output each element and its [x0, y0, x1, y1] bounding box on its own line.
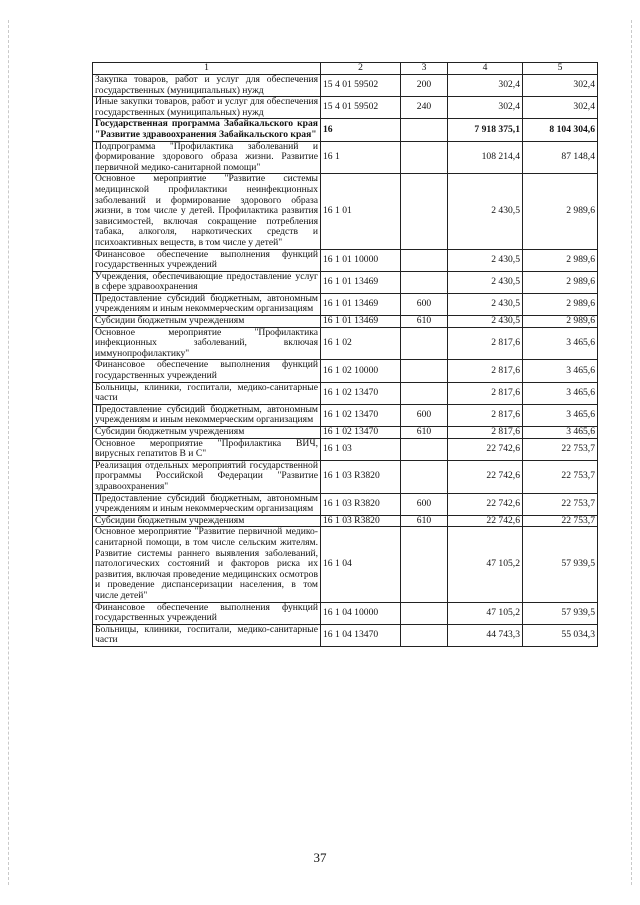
- row-expense-type: [401, 460, 448, 493]
- row-amount-year-1: 7 918 375,1: [448, 119, 523, 141]
- row-expense-type: [401, 438, 448, 460]
- row-code: 16 1: [321, 141, 401, 174]
- row-code: 16 1 04: [321, 527, 401, 602]
- row-name: Предоставление субсидий бюджетным, автономным учреждениям и иным некоммерческим организациям: [93, 493, 321, 515]
- row-amount-year-2: 8 104 304,6: [523, 119, 598, 141]
- row-amount-year-1: 2 430,5: [448, 271, 523, 293]
- row-amount-year-2: 22 753,7: [523, 493, 598, 515]
- table-row: [93, 271, 598, 293]
- row-amount-year-2: 57 939,5: [523, 527, 598, 602]
- row-code: 16 1 02 13470: [321, 427, 401, 439]
- table-row: [93, 293, 598, 315]
- row-name: Больницы, клиники, госпитали, медико-санитарные части: [93, 382, 321, 404]
- row-amount-year-1: 2 430,5: [448, 249, 523, 271]
- row-code: 16 1 01: [321, 174, 401, 249]
- row-expense-type: [401, 327, 448, 360]
- row-amount-year-2: 57 939,5: [523, 602, 598, 624]
- row-code: 16: [321, 119, 401, 141]
- row-code: 15 4 01 59502: [321, 97, 401, 119]
- row-code: 16 1 01 13469: [321, 293, 401, 315]
- row-expense-type: 600: [401, 404, 448, 426]
- table-row: [93, 327, 598, 360]
- table-row: [93, 174, 598, 249]
- row-amount-year-1: 44 743,3: [448, 624, 523, 646]
- table-row: [93, 316, 598, 328]
- header-row: [93, 63, 598, 75]
- row-code: 16 1 04 10000: [321, 602, 401, 624]
- row-amount-year-2: 55 034,3: [523, 624, 598, 646]
- row-name: Закупка товаров, работ и услуг для обеспечения государственных (муниципальных) нужд: [93, 75, 321, 97]
- row-amount-year-1: 2 817,6: [448, 382, 523, 404]
- table-row: [93, 119, 598, 141]
- row-code: 16 1 01 13469: [321, 271, 401, 293]
- row-expense-type: [401, 119, 448, 141]
- row-expense-type: 200: [401, 75, 448, 97]
- row-name: Подпрограмма "Профилактика заболеваний и формирование здорового образа жизни. Развитие первичной медико-санитарной помощи": [93, 141, 321, 174]
- row-expense-type: [401, 249, 448, 271]
- row-expense-type: 610: [401, 316, 448, 328]
- row-amount-year-2: 3 465,6: [523, 327, 598, 360]
- table-row: [93, 438, 598, 460]
- row-amount-year-1: 2 817,6: [448, 360, 523, 382]
- row-name: Субсидии бюджетным учреждениям: [93, 427, 321, 439]
- budget-table: [92, 62, 598, 647]
- row-name: Основное мероприятие "Профилактика ВИЧ, вирусных гепатитов В и С": [93, 438, 321, 460]
- row-amount-year-1: 47 105,2: [448, 527, 523, 602]
- page-number: 37: [313, 850, 327, 865]
- row-code: 16 1 04 13470: [321, 624, 401, 646]
- row-amount-year-2: 2 989,6: [523, 316, 598, 328]
- row-expense-type: [401, 527, 448, 602]
- row-name: Основное мероприятие "Профилактика инфекционных заболеваний, включая иммунопрофилактику": [93, 327, 321, 360]
- row-amount-year-2: 3 465,6: [523, 427, 598, 439]
- row-code: 16 1 02 10000: [321, 360, 401, 382]
- scan-edge-left: [8, 20, 9, 885]
- row-code: 16 1 03 R3820: [321, 515, 401, 527]
- header-col-3: 3: [401, 63, 448, 75]
- row-code: 16 1 02 13470: [321, 404, 401, 426]
- table-row: [93, 493, 598, 515]
- row-expense-type: 240: [401, 97, 448, 119]
- row-name: Предоставление субсидий бюджетным, автономным учреждениям и иным некоммерческим организациям: [93, 293, 321, 315]
- row-expense-type: [401, 624, 448, 646]
- scan-edge-right: [631, 20, 632, 885]
- row-amount-year-2: 302,4: [523, 97, 598, 119]
- row-code: 16 1 01 13469: [321, 316, 401, 328]
- table-row: [93, 515, 598, 527]
- row-amount-year-2: 2 989,6: [523, 174, 598, 249]
- row-amount-year-1: 302,4: [448, 97, 523, 119]
- table-row: [93, 624, 598, 646]
- table-row: [93, 602, 598, 624]
- table-row: [93, 75, 598, 97]
- row-code: 16 1 01 10000: [321, 249, 401, 271]
- row-name: Государственная программа Забайкальского края "Развитие здравоохранения Забайкальского края": [93, 119, 321, 141]
- row-code: 16 1 03 R3820: [321, 460, 401, 493]
- table-body: [93, 63, 598, 647]
- row-name: Учреждения, обеспечивающие предоставление услуг в сфере здравоохранения: [93, 271, 321, 293]
- row-amount-year-2: 22 753,7: [523, 438, 598, 460]
- row-amount-year-2: 302,4: [523, 75, 598, 97]
- table-row: [93, 427, 598, 439]
- row-name: Иные закупки товаров, работ и услуг для обеспечения государственных (муниципальных) нужд: [93, 97, 321, 119]
- table-row: [93, 382, 598, 404]
- row-amount-year-1: 22 742,6: [448, 438, 523, 460]
- table-row: [93, 97, 598, 119]
- row-name: Предоставление субсидий бюджетным, автономным учреждениям и иным некоммерческим организациям: [93, 404, 321, 426]
- row-amount-year-1: 2 817,6: [448, 327, 523, 360]
- row-amount-year-1: 22 742,6: [448, 515, 523, 527]
- row-amount-year-1: 2 430,5: [448, 174, 523, 249]
- table-row: [93, 360, 598, 382]
- table-row: [93, 527, 598, 602]
- row-code: 16 1 02 13470: [321, 382, 401, 404]
- row-expense-type: 610: [401, 515, 448, 527]
- header-col-1: 1: [93, 63, 321, 75]
- row-amount-year-2: 2 989,6: [523, 293, 598, 315]
- row-amount-year-1: 2 430,5: [448, 293, 523, 315]
- row-name: Основное мероприятие "Развитие первичной медико-санитарной помощи, в том числе сельским жителям. Развитие системы раннего выявления заболеваний, патологических состояний и факторов риска их развития, включая проведение медицинских осмотров и проведение диспансеризации населения, в том числе детей": [93, 527, 321, 602]
- row-amount-year-1: 22 742,6: [448, 493, 523, 515]
- row-expense-type: [401, 382, 448, 404]
- row-name: Финансовое обеспечение выполнения функций государственных учреждений: [93, 360, 321, 382]
- row-amount-year-1: 2 817,6: [448, 404, 523, 426]
- row-amount-year-1: 108 214,4: [448, 141, 523, 174]
- row-code: 16 1 03: [321, 438, 401, 460]
- row-name: Основное мероприятие "Развитие системы медицинской профилактики неинфекционных заболеваний и формирование здорового образа жизни, в том числе у детей. Профилактика развития зависимостей, включая сокращение потребления табака, алкоголя, наркотических средств и психоактивных веществ, в том числе у детей": [93, 174, 321, 249]
- row-expense-type: 600: [401, 293, 448, 315]
- row-expense-type: [401, 360, 448, 382]
- row-expense-type: [401, 141, 448, 174]
- row-amount-year-1: 22 742,6: [448, 460, 523, 493]
- row-expense-type: [401, 271, 448, 293]
- table-row: [93, 249, 598, 271]
- row-expense-type: 610: [401, 427, 448, 439]
- row-name: Реализация отдельных мероприятий государственной программы Российской Федерации "Развитие здравоохранения": [93, 460, 321, 493]
- row-name: Субсидии бюджетным учреждениям: [93, 515, 321, 527]
- row-amount-year-2: 3 465,6: [523, 382, 598, 404]
- row-amount-year-1: 302,4: [448, 75, 523, 97]
- row-amount-year-2: 22 753,7: [523, 515, 598, 527]
- row-name: Финансовое обеспечение выполнения функций государственных учреждений: [93, 602, 321, 624]
- row-expense-type: [401, 602, 448, 624]
- header-col-4: 4: [448, 63, 523, 75]
- row-amount-year-2: 3 465,6: [523, 360, 598, 382]
- row-code: 15 4 01 59502: [321, 75, 401, 97]
- row-amount-year-2: 22 753,7: [523, 460, 598, 493]
- row-amount-year-2: 87 148,4: [523, 141, 598, 174]
- row-expense-type: 600: [401, 493, 448, 515]
- header-col-2: 2: [321, 63, 401, 75]
- row-amount-year-2: 3 465,6: [523, 404, 598, 426]
- row-amount-year-1: 2 817,6: [448, 427, 523, 439]
- row-code: 16 1 03 R3820: [321, 493, 401, 515]
- table-row: [93, 141, 598, 174]
- row-name: Больницы, клиники, госпитали, медико-санитарные части: [93, 624, 321, 646]
- row-name: Финансовое обеспечение выполнения функций государственных учреждений: [93, 249, 321, 271]
- header-col-5: 5: [523, 63, 598, 75]
- row-amount-year-2: 2 989,6: [523, 249, 598, 271]
- table-row: [93, 460, 598, 493]
- table-row: [93, 404, 598, 426]
- row-amount-year-1: 47 105,2: [448, 602, 523, 624]
- row-code: 16 1 02: [321, 327, 401, 360]
- row-amount-year-1: 2 430,5: [448, 316, 523, 328]
- row-name: Субсидии бюджетным учреждениям: [93, 316, 321, 328]
- row-amount-year-2: 2 989,6: [523, 271, 598, 293]
- row-expense-type: [401, 174, 448, 249]
